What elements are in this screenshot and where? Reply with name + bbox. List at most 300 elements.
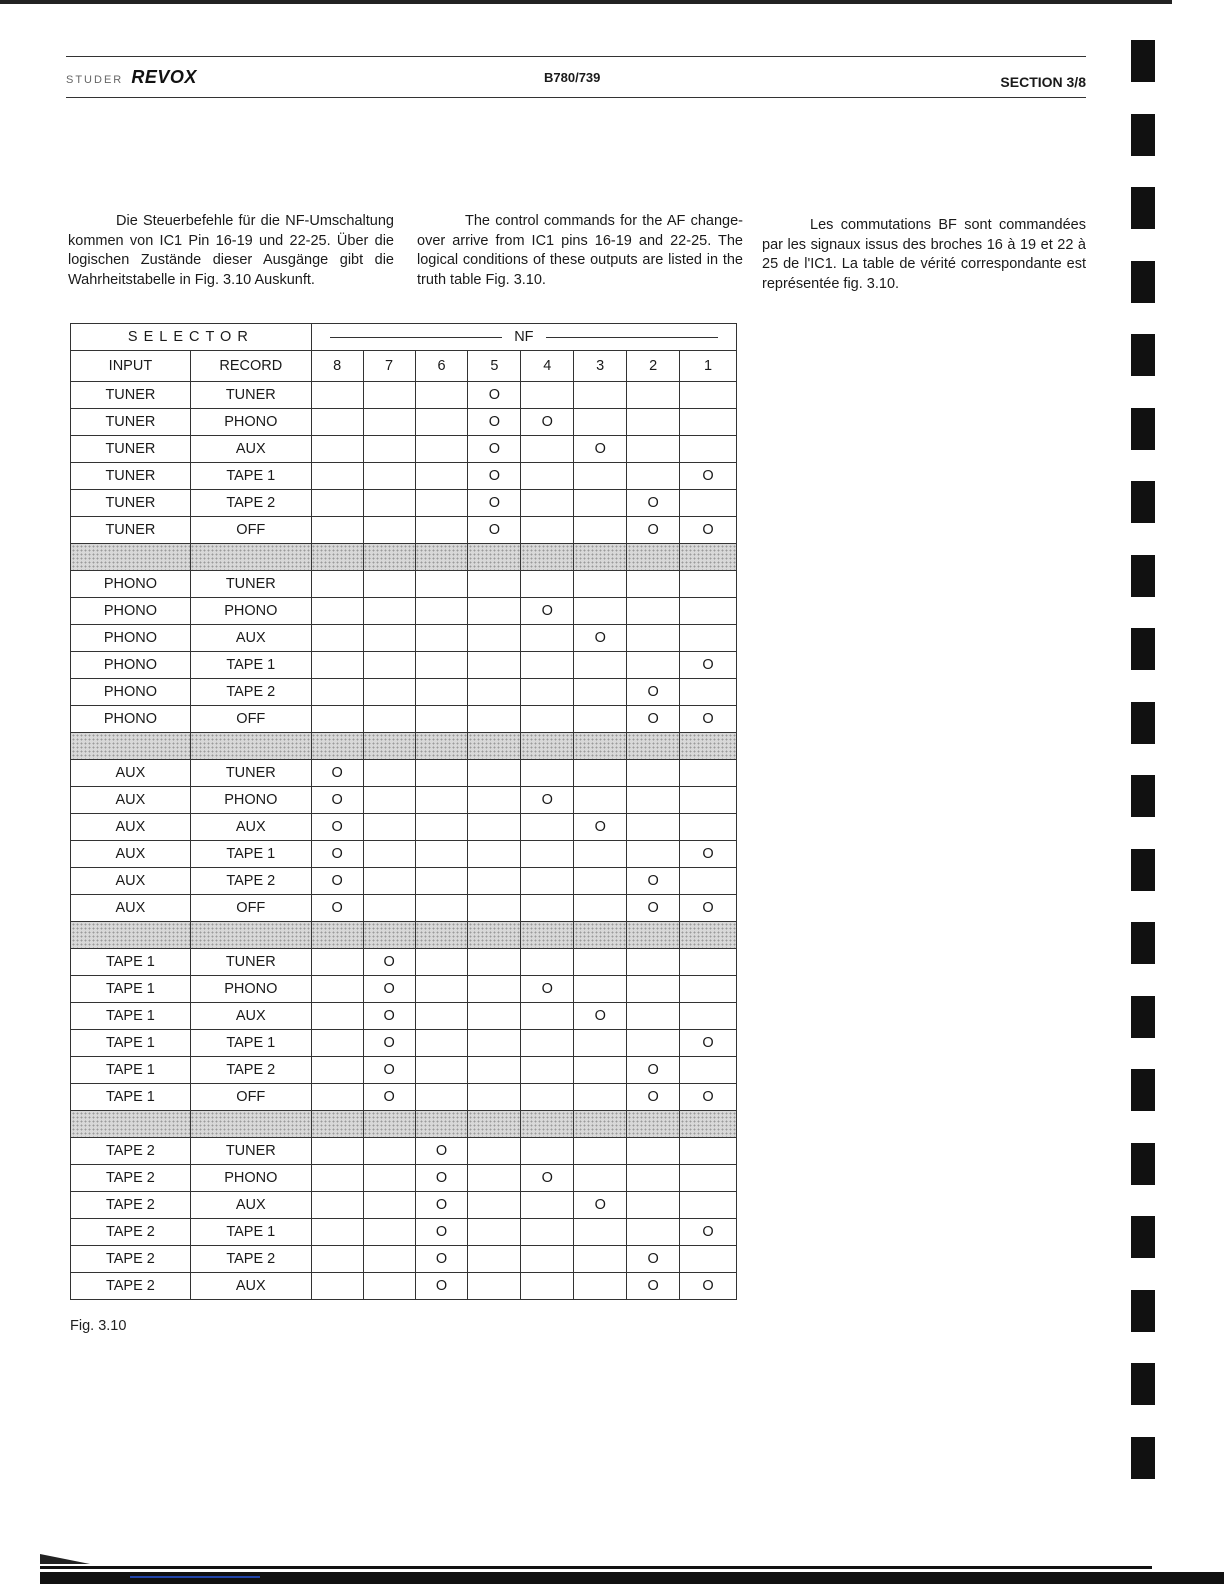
separator-cell	[363, 1111, 415, 1138]
nf-state-cell	[311, 1030, 363, 1057]
separator-cell	[311, 733, 363, 760]
nf-state-cell: O	[415, 1219, 468, 1246]
record-cell: TAPE 1	[190, 1219, 311, 1246]
nf-state-cell: O	[521, 976, 574, 1003]
table-row	[71, 841, 737, 868]
nf-state-cell	[311, 1003, 363, 1030]
nf-state-cell	[680, 1165, 737, 1192]
nf-state-cell: O	[311, 814, 363, 841]
nf-state-cell: O	[415, 1192, 468, 1219]
nf-state-cell	[363, 1138, 415, 1165]
table-row	[71, 382, 737, 409]
table-row	[71, 490, 737, 517]
nf-state-cell	[680, 571, 737, 598]
record-cell: OFF	[190, 517, 311, 544]
nf-state-cell	[680, 598, 737, 625]
table-row	[71, 760, 737, 787]
nf-state-cell	[311, 490, 363, 517]
table-row	[71, 625, 737, 652]
edge-mark	[1131, 481, 1155, 523]
input-cell: TUNER	[71, 490, 191, 517]
input-cell: TUNER	[71, 409, 191, 436]
text-english: The control commands for the AF change-over arrive from IC1 pins 16-19 and 22-25. The logical conditions of these outputs are listed in the truth table Fig. 3.10.	[417, 213, 743, 288]
nf-state-cell	[574, 1165, 627, 1192]
corner-mark	[40, 1554, 90, 1564]
nf-state-cell	[468, 1057, 521, 1084]
nf-state-cell	[363, 463, 415, 490]
nf-state-cell	[468, 1192, 521, 1219]
nf-state-cell: O	[574, 814, 627, 841]
nf-state-cell: O	[680, 1030, 737, 1057]
nf-state-cell	[574, 679, 627, 706]
edge-mark	[1131, 187, 1155, 229]
nf-column-header: 3	[574, 351, 627, 382]
separator-cell	[71, 922, 191, 949]
nf-state-cell	[468, 1165, 521, 1192]
selector-title: SELECTOR	[127, 329, 254, 345]
nf-state-cell	[363, 652, 415, 679]
nf-state-cell	[627, 949, 680, 976]
separator-cell	[415, 544, 468, 571]
nf-state-cell: O	[311, 895, 363, 922]
nf-state-cell	[363, 1219, 415, 1246]
bottom-link-line	[130, 1576, 260, 1578]
nf-state-cell	[468, 949, 521, 976]
nf-state-cell	[680, 787, 737, 814]
separator-cell	[468, 544, 521, 571]
nf-state-cell: O	[574, 625, 627, 652]
separator-cell	[627, 544, 680, 571]
nf-state-cell	[627, 1219, 680, 1246]
separator-cell	[680, 544, 737, 571]
edge-mark	[1131, 1363, 1155, 1405]
group-separator-row	[71, 922, 737, 949]
truth-table	[70, 323, 737, 1300]
separator-cell	[363, 922, 415, 949]
nf-state-cell: O	[415, 1138, 468, 1165]
record-cell: TAPE 2	[190, 1246, 311, 1273]
nf-state-cell	[363, 679, 415, 706]
nf-state-cell	[627, 1165, 680, 1192]
nf-state-cell: O	[468, 490, 521, 517]
nf-state-cell: O	[311, 868, 363, 895]
table-row	[71, 679, 737, 706]
nf-state-cell	[311, 436, 363, 463]
nf-state-cell	[574, 1030, 627, 1057]
text-french: Les commutations BF sont commandées par les signaux issus des broches 16 à 19 et 22 à 25 de l'IC1. La table de vérité correspondante est représentée fig. 3.10.	[762, 217, 1086, 292]
nf-state-cell	[363, 814, 415, 841]
input-cell: TAPE 2	[71, 1273, 191, 1300]
nf-column-header: 8	[311, 351, 363, 382]
bottom-border-bar	[40, 1572, 1224, 1584]
nf-state-cell	[627, 760, 680, 787]
edge-mark	[1131, 40, 1155, 82]
nf-state-cell	[468, 868, 521, 895]
nf-right-rule	[546, 337, 718, 338]
input-cell: TAPE 1	[71, 1057, 191, 1084]
nf-state-cell	[521, 814, 574, 841]
record-cell: TAPE 2	[190, 1057, 311, 1084]
nf-state-cell	[574, 571, 627, 598]
nf-state-cell: O	[627, 679, 680, 706]
separator-cell	[363, 733, 415, 760]
record-cell: TAPE 2	[190, 868, 311, 895]
nf-state-cell	[521, 760, 574, 787]
nf-state-cell	[468, 895, 521, 922]
nf-state-cell	[311, 598, 363, 625]
input-cell: PHONO	[71, 706, 191, 733]
nf-state-cell	[680, 436, 737, 463]
edge-mark	[1131, 628, 1155, 670]
nf-state-cell	[680, 1057, 737, 1084]
nf-state-cell	[415, 679, 468, 706]
nf-state-cell: O	[680, 1084, 737, 1111]
nf-column-header: 1	[680, 351, 737, 382]
record-cell: OFF	[190, 706, 311, 733]
table-row	[71, 706, 737, 733]
table-row	[71, 1003, 737, 1030]
edge-mark	[1131, 261, 1155, 303]
table-header-row-2	[71, 351, 737, 382]
record-cell: PHONO	[190, 598, 311, 625]
separator-cell	[521, 922, 574, 949]
record-cell: OFF	[190, 1084, 311, 1111]
nf-state-cell	[680, 949, 737, 976]
nf-state-cell	[415, 706, 468, 733]
nf-state-cell	[415, 1057, 468, 1084]
nf-state-cell: O	[363, 976, 415, 1003]
input-cell: TAPE 2	[71, 1219, 191, 1246]
nf-state-cell	[415, 436, 468, 463]
nf-state-cell	[311, 1273, 363, 1300]
table-row	[71, 1084, 737, 1111]
input-cell: PHONO	[71, 679, 191, 706]
nf-state-cell: O	[311, 760, 363, 787]
nf-column-header: 2	[627, 351, 680, 382]
nf-state-cell	[521, 382, 574, 409]
table-row	[71, 976, 737, 1003]
nf-state-cell	[468, 1246, 521, 1273]
nf-state-cell	[574, 1084, 627, 1111]
table-row	[71, 814, 737, 841]
record-cell: AUX	[190, 814, 311, 841]
nf-state-cell	[574, 841, 627, 868]
separator-cell	[627, 922, 680, 949]
edge-mark	[1131, 1069, 1155, 1111]
nf-state-cell	[311, 1219, 363, 1246]
table-row	[71, 517, 737, 544]
nf-state-cell	[627, 463, 680, 490]
record-cell: TUNER	[190, 1138, 311, 1165]
section-label: SECTION 3/8	[1000, 74, 1086, 90]
edge-mark	[1131, 702, 1155, 744]
nf-state-cell	[415, 517, 468, 544]
nf-state-cell	[627, 787, 680, 814]
nf-state-cell	[415, 382, 468, 409]
nf-state-cell	[415, 949, 468, 976]
nf-state-cell	[680, 1003, 737, 1030]
nf-state-cell	[574, 463, 627, 490]
nf-state-cell: O	[627, 1084, 680, 1111]
nf-state-cell	[521, 652, 574, 679]
nf-state-cell	[468, 652, 521, 679]
edge-mark	[1131, 849, 1155, 891]
nf-state-cell	[363, 571, 415, 598]
nf-state-cell: O	[680, 841, 737, 868]
nf-state-cell: O	[311, 841, 363, 868]
input-cell: TUNER	[71, 382, 191, 409]
nf-state-cell	[680, 1192, 737, 1219]
separator-cell	[521, 544, 574, 571]
separator-cell	[574, 733, 627, 760]
record-cell: PHONO	[190, 1165, 311, 1192]
nf-state-cell	[627, 841, 680, 868]
nf-header	[311, 324, 736, 351]
nf-state-cell	[574, 1246, 627, 1273]
nf-state-cell	[363, 1246, 415, 1273]
nf-state-cell	[363, 787, 415, 814]
nf-state-cell	[521, 625, 574, 652]
nf-state-cell: O	[627, 1246, 680, 1273]
nf-state-cell	[311, 706, 363, 733]
nf-state-cell: O	[363, 1057, 415, 1084]
nf-state-cell: O	[363, 1003, 415, 1030]
separator-cell	[680, 733, 737, 760]
table-row	[71, 949, 737, 976]
nf-state-cell	[521, 1138, 574, 1165]
input-cell: TAPE 1	[71, 1030, 191, 1057]
edge-mark	[1131, 775, 1155, 817]
nf-state-cell: O	[574, 436, 627, 463]
separator-cell	[190, 1111, 311, 1138]
input-cell: AUX	[71, 760, 191, 787]
separator-cell	[468, 1111, 521, 1138]
nf-state-cell: O	[468, 436, 521, 463]
nf-state-cell: O	[627, 868, 680, 895]
nf-state-cell	[468, 1030, 521, 1057]
nf-state-cell: O	[468, 463, 521, 490]
nf-state-cell: O	[468, 382, 521, 409]
separator-cell	[71, 1111, 191, 1138]
edge-mark	[1131, 1216, 1155, 1258]
input-cell: TAPE 2	[71, 1192, 191, 1219]
nf-state-cell	[468, 571, 521, 598]
nf-state-cell	[574, 409, 627, 436]
record-cell: TAPE 2	[190, 490, 311, 517]
nf-state-cell	[521, 706, 574, 733]
nf-state-cell	[627, 1192, 680, 1219]
nf-state-cell	[574, 1273, 627, 1300]
nf-state-cell	[680, 976, 737, 1003]
nf-state-cell	[311, 679, 363, 706]
input-cell: AUX	[71, 868, 191, 895]
top-border-line	[0, 0, 1172, 4]
nf-state-cell	[627, 1003, 680, 1030]
nf-state-cell	[468, 760, 521, 787]
nf-state-cell	[680, 382, 737, 409]
nf-state-cell	[363, 706, 415, 733]
separator-cell	[311, 922, 363, 949]
table-row	[71, 1057, 737, 1084]
input-column-header: INPUT	[71, 351, 191, 382]
nf-state-cell	[574, 706, 627, 733]
nf-state-cell	[311, 517, 363, 544]
nf-column-header: 4	[521, 351, 574, 382]
nf-state-cell: O	[468, 409, 521, 436]
group-separator-row	[71, 1111, 737, 1138]
nf-state-cell	[521, 895, 574, 922]
nf-state-cell	[574, 382, 627, 409]
nf-state-cell: O	[521, 598, 574, 625]
record-cell: TUNER	[190, 571, 311, 598]
nf-state-cell	[363, 382, 415, 409]
table-row	[71, 598, 737, 625]
separator-cell	[521, 733, 574, 760]
table-row	[71, 652, 737, 679]
page-header	[66, 56, 1086, 98]
nf-state-cell	[311, 976, 363, 1003]
record-cell: PHONO	[190, 409, 311, 436]
nf-state-cell	[627, 436, 680, 463]
separator-cell	[415, 733, 468, 760]
record-cell: PHONO	[190, 787, 311, 814]
nf-state-cell	[521, 679, 574, 706]
input-cell: AUX	[71, 841, 191, 868]
nf-state-cell: O	[521, 787, 574, 814]
nf-state-cell	[574, 976, 627, 1003]
nf-state-cell	[363, 598, 415, 625]
brand-logo	[66, 67, 197, 88]
nf-state-cell	[521, 490, 574, 517]
nf-state-cell	[415, 409, 468, 436]
nf-state-cell	[415, 598, 468, 625]
record-cell: AUX	[190, 1003, 311, 1030]
edge-mark	[1131, 1143, 1155, 1185]
separator-cell	[415, 1111, 468, 1138]
table-row	[71, 409, 737, 436]
input-cell: TAPE 2	[71, 1138, 191, 1165]
input-cell: PHONO	[71, 571, 191, 598]
nf-state-cell	[468, 1003, 521, 1030]
nf-state-cell	[627, 409, 680, 436]
nf-state-cell	[363, 1192, 415, 1219]
separator-cell	[71, 733, 191, 760]
table-row	[71, 571, 737, 598]
input-cell: TAPE 2	[71, 1165, 191, 1192]
table-row	[71, 1030, 737, 1057]
table-row	[71, 463, 737, 490]
nf-state-cell	[311, 463, 363, 490]
model-number: B780/739	[544, 70, 601, 85]
nf-state-cell	[415, 571, 468, 598]
nf-state-cell	[363, 868, 415, 895]
brand-prefix: STUDER	[66, 74, 124, 86]
record-cell: AUX	[190, 1273, 311, 1300]
separator-cell	[521, 1111, 574, 1138]
nf-state-cell: O	[468, 517, 521, 544]
nf-state-cell: O	[363, 1030, 415, 1057]
nf-state-cell	[468, 625, 521, 652]
nf-state-cell	[363, 490, 415, 517]
bottom-rule	[40, 1566, 1152, 1569]
separator-cell	[190, 733, 311, 760]
nf-state-cell	[311, 1084, 363, 1111]
nf-state-cell	[521, 517, 574, 544]
record-cell: TUNER	[190, 760, 311, 787]
table-row	[71, 1138, 737, 1165]
nf-state-cell	[415, 895, 468, 922]
nf-state-cell	[311, 382, 363, 409]
nf-state-cell: O	[627, 1057, 680, 1084]
separator-cell	[468, 733, 521, 760]
nf-state-cell	[627, 814, 680, 841]
nf-state-cell	[680, 868, 737, 895]
record-cell: TUNER	[190, 382, 311, 409]
group-separator-row	[71, 733, 737, 760]
input-cell: AUX	[71, 787, 191, 814]
record-cell: AUX	[190, 625, 311, 652]
nf-state-cell: O	[680, 895, 737, 922]
separator-cell	[627, 733, 680, 760]
nf-state-cell	[521, 1192, 574, 1219]
input-cell: TUNER	[71, 436, 191, 463]
record-cell: PHONO	[190, 976, 311, 1003]
nf-state-cell	[415, 625, 468, 652]
nf-state-cell	[468, 706, 521, 733]
nf-state-cell	[363, 895, 415, 922]
nf-state-cell	[680, 625, 737, 652]
nf-state-cell	[468, 598, 521, 625]
edge-mark	[1131, 334, 1155, 376]
nf-state-cell	[415, 814, 468, 841]
nf-state-cell	[521, 1057, 574, 1084]
input-cell: TUNER	[71, 463, 191, 490]
nf-state-cell	[415, 652, 468, 679]
record-column-header: RECORD	[190, 351, 311, 382]
nf-state-cell	[521, 841, 574, 868]
nf-state-cell	[680, 1246, 737, 1273]
record-cell: TAPE 1	[190, 652, 311, 679]
nf-state-cell	[363, 625, 415, 652]
nf-state-cell	[468, 1138, 521, 1165]
nf-state-cell	[363, 760, 415, 787]
nf-state-cell	[680, 760, 737, 787]
separator-cell	[468, 922, 521, 949]
separator-cell	[363, 544, 415, 571]
nf-state-cell	[521, 1030, 574, 1057]
nf-state-cell	[415, 841, 468, 868]
nf-state-cell	[363, 517, 415, 544]
nf-state-cell	[468, 787, 521, 814]
nf-state-cell	[363, 1165, 415, 1192]
input-cell: PHONO	[71, 625, 191, 652]
nf-state-cell	[627, 598, 680, 625]
separator-cell	[190, 922, 311, 949]
nf-state-cell: O	[415, 1273, 468, 1300]
nf-state-cell	[468, 814, 521, 841]
nf-state-cell	[574, 490, 627, 517]
table-row	[71, 1273, 737, 1300]
nf-state-cell: O	[627, 490, 680, 517]
nf-state-cell	[521, 1003, 574, 1030]
nf-state-cell	[521, 868, 574, 895]
input-cell: AUX	[71, 814, 191, 841]
nf-state-cell	[311, 652, 363, 679]
nf-state-cell	[627, 382, 680, 409]
nf-column-header: 5	[468, 351, 521, 382]
edge-mark	[1131, 996, 1155, 1038]
nf-state-cell	[363, 409, 415, 436]
